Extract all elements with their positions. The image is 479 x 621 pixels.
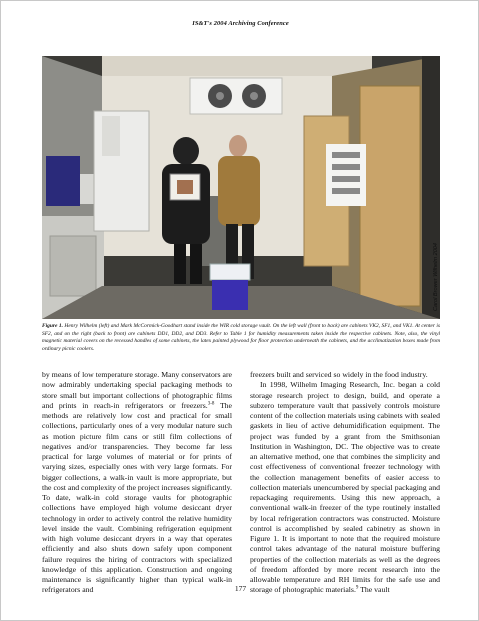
figure-photo — [42, 56, 440, 319]
photo-credit-text: Carol Brower Wilhelm 2004 — [433, 242, 439, 311]
caption-label: Figure 1. — [42, 323, 63, 329]
paragraph: by means of low temperature storage. Many conservators are now admirably undertaking special packaging methods to store small but important collections of photographic films and prints in reach-in refrigerators or freezers.$^{3-8}$ The methods are relatively low cost and practical for small collections, particularly ones of a very modular nature such as motion picture film cans or still film collections of negatives and/or transparencies. They become far less practical for large volumes of material or for prints of varying sizes, especially ones with very large formats. For bigger collections, a walk-in vault is more appropriate, but the cost and complexity of the project increases significantly. To date, walk-in cold storage vaults for photographic collections have employed high volume desiccant dryer technology in order to actively control the relative humidity level inside the vault. Combining refrigeration equipment with high volume desiccant dryers in a way that operates efficiently and also shuts down safely upon component failure requires the hiring of contractors with specialized knowledge of this application. Construction and ongoing maintenance is significantly higher than typical walk-in refrigerators and — [42, 370, 232, 595]
body-column-right — [250, 370, 440, 596]
citation-sup: 9 — [355, 585, 359, 591]
paragraph: In 1998, Wilhelm Imaging Research, Inc. began a cold storage research project to design, build, and operate a subzero temperature vault that passively controls moisture content of the collection materials using cabinets with sealed gaskets in lieu of active dehumidification equipment. The project was funded by a grant from the Smithsonian Institution in Washington, DC. The objective was to create an alternative method, one that combines the simplicity and cost effectiveness of conventional freezer technology with the collection management benefits of easier access to collection materials unencumbered by special packaging and repackaging requirements. Using this new approach, a conventional walk-in freezer of the type routinely installed by local refrigeration contractors was constructed. Moisture control is accomplished by sealed cabinetry as shown in Figure 1. It is important to note that the required moisture control takes advantage of the natural moisture buffering properties of the collection materials as well as the degrees of freedom afforded by more recent research into the allowable temperature and RH limits for the safe use and storage of photographic materials.$^9$ The vault — [250, 380, 440, 595]
page-number: 177 — [234, 584, 247, 593]
figure-caption — [42, 323, 440, 354]
body-column-left — [42, 370, 232, 596]
paragraph: freezers built and serviced so widely in the food industry. — [250, 370, 428, 379]
citation-sup: 3-8 — [207, 401, 215, 407]
photo-credit — [433, 231, 463, 311]
vault-photo-illustration — [42, 56, 440, 319]
running-header: IS&T's 2004 Archiving Conference — [192, 20, 289, 27]
caption-text: Henry Wilhelm (left) and Mark McCormick-Goodhart stand inside the WIR cold storage vault. On the left wall (front to back) are cabinets VK2, SF1, and VK1. At center is SF2, and on the right (back to front) are cabinets DD1, DD2, and DD3. Refer to Table 1 for humidity measurements taken inside the respective cabinets. Note, also, the vinyl magnetic material covers on the recessed handles of some cabinets, the latex painted plywood for floor protection underneath the cabinets, and the acclimatization boxes made from ordinary picnic coolers. — [42, 323, 440, 353]
